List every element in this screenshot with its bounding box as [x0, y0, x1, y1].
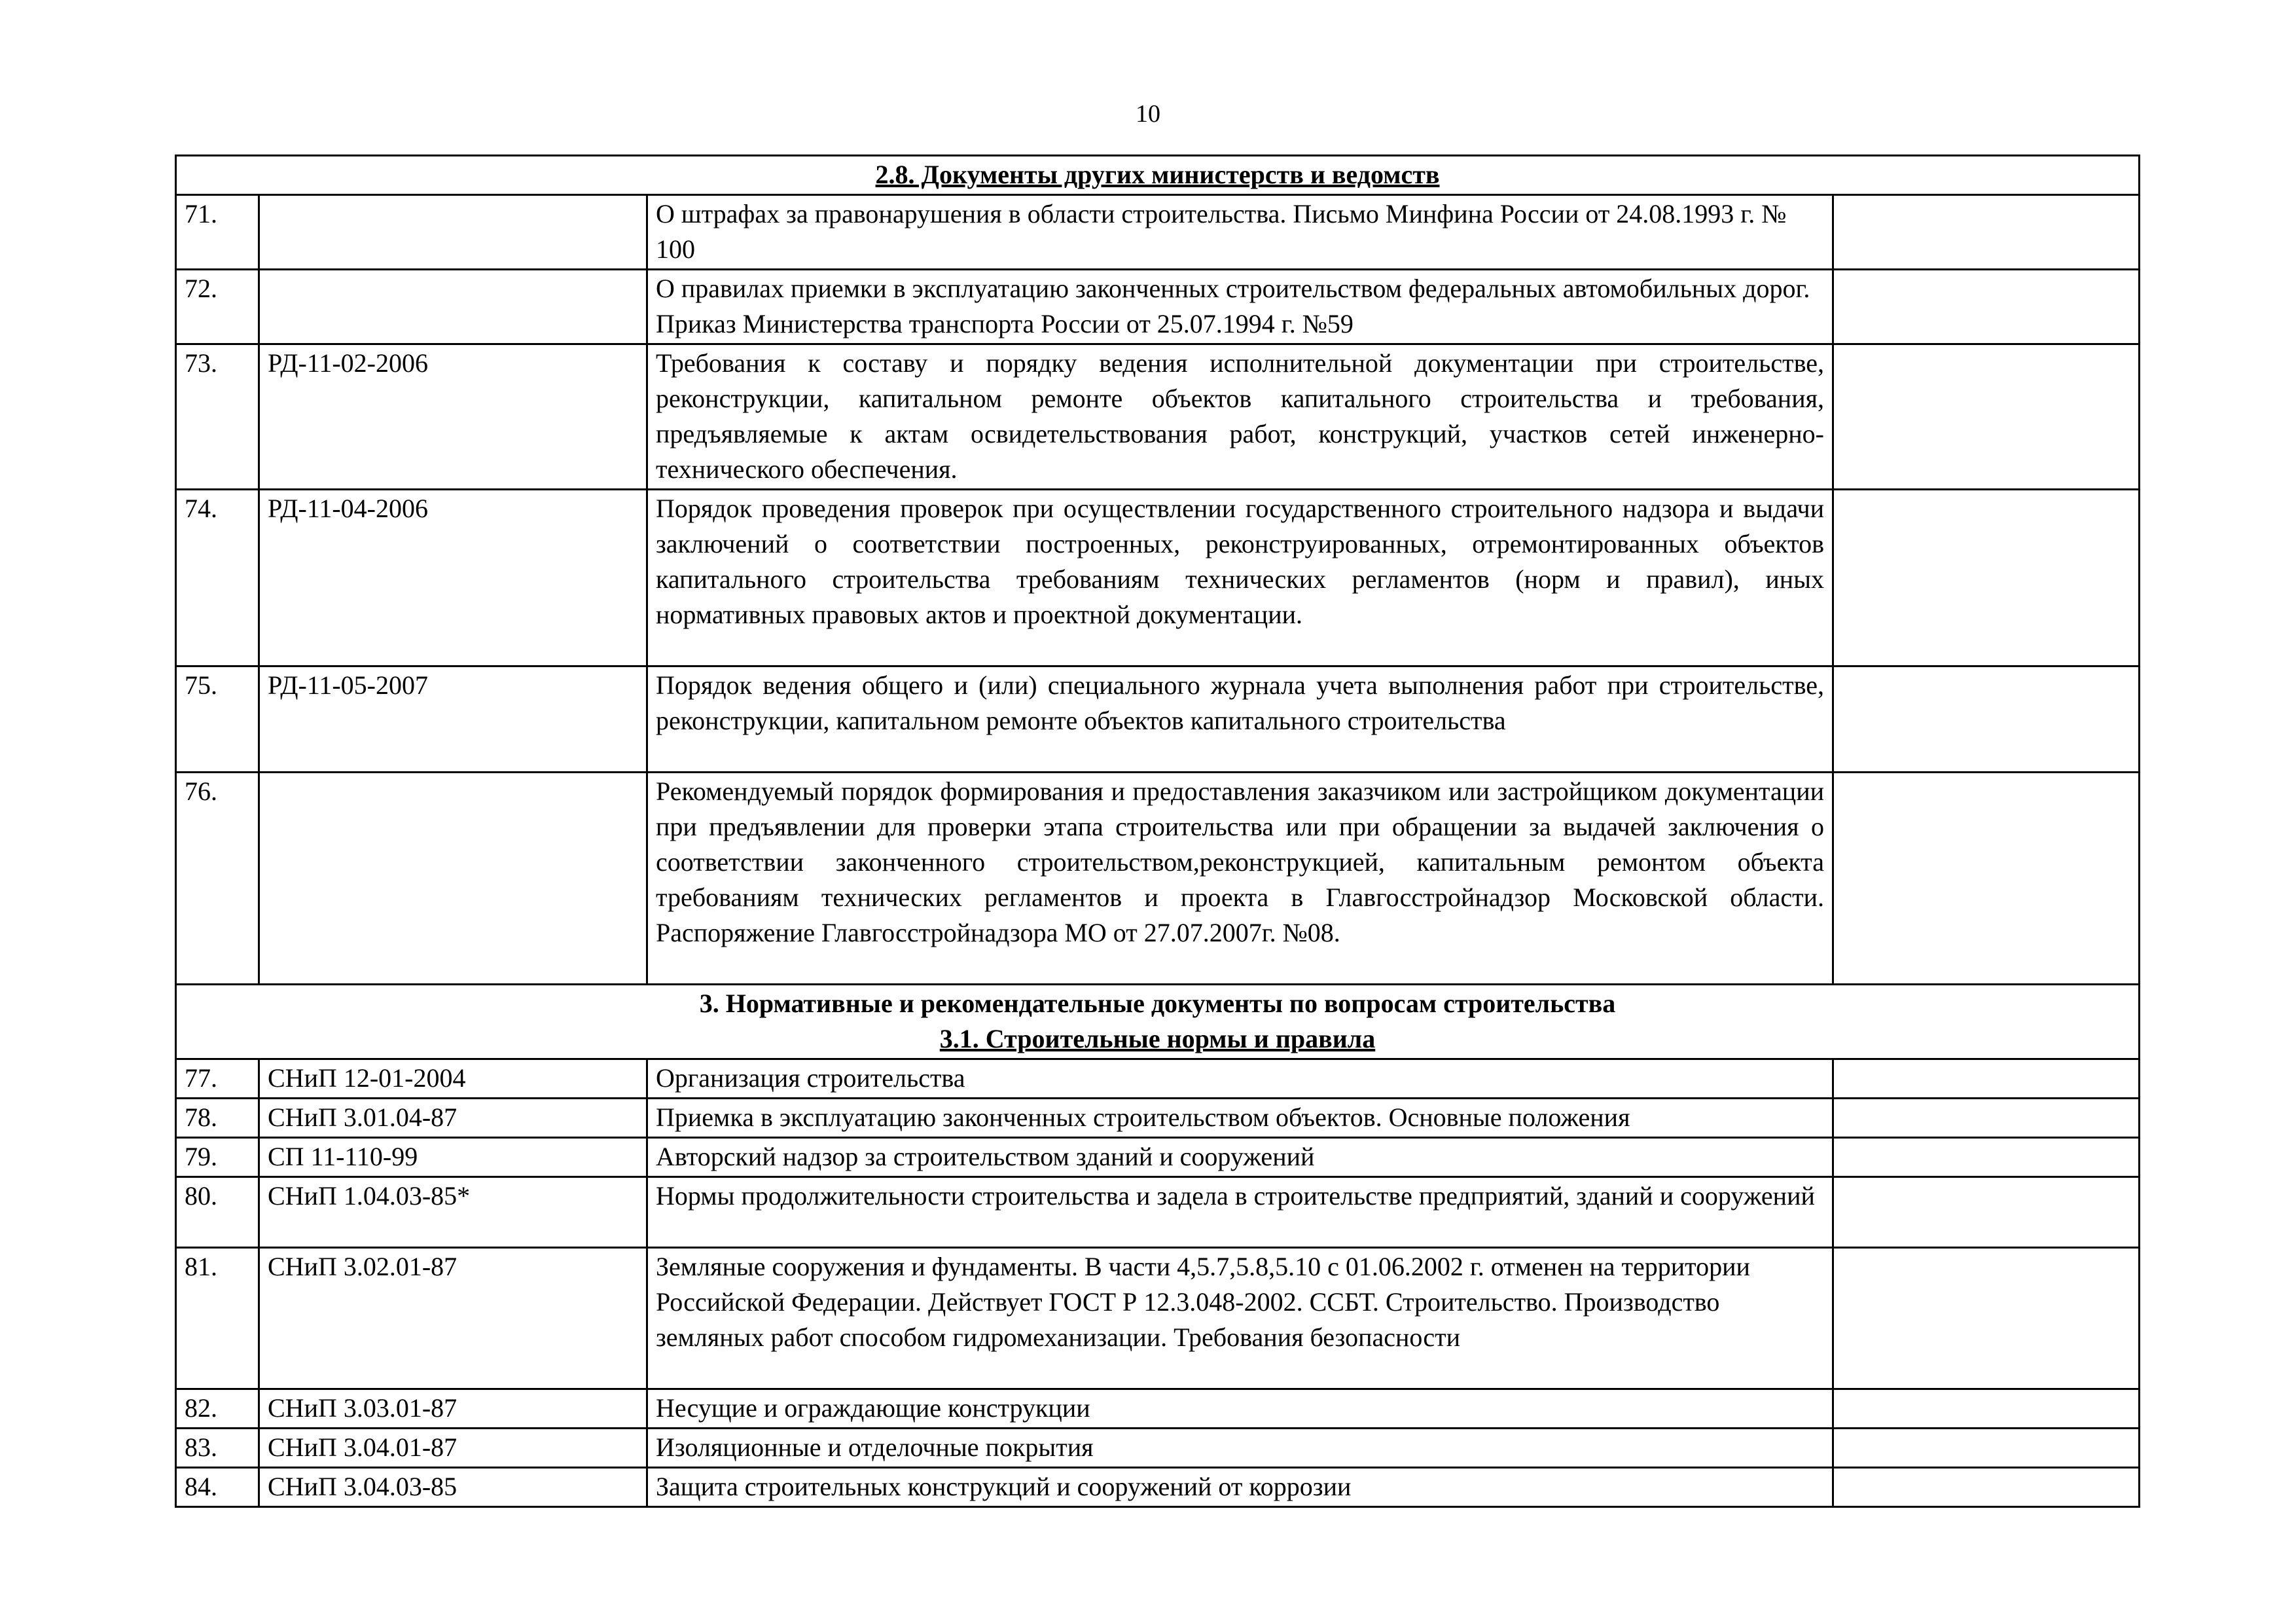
document-title-cell: Несущие и ограждающие конструкции	[647, 1389, 1833, 1429]
page-number: 10	[1136, 100, 1160, 128]
document-title-cell: Защита строительных конструкций и сооружений от коррозии	[647, 1468, 1833, 1507]
document-code-cell: СНиП 12-01-2004	[259, 1059, 647, 1099]
table-row	[176, 195, 2140, 270]
note-cell	[1833, 490, 2140, 666]
document-code-cell: СНиП 3.04.03-85	[259, 1468, 647, 1507]
document-code-cell: СП 11-110-99	[259, 1138, 647, 1177]
row-number-cell: 73.	[176, 344, 259, 490]
document-title-cell: О правилах приемки в эксплуатацию законченных строительством федеральных автомобильных дорог. Приказ Министерства транспорта России от 25.07.1994 г. №59	[647, 270, 1833, 344]
document-code-cell: СНиП 3.02.01-87	[259, 1248, 647, 1389]
document-code-cell: РД-11-04-2006	[259, 490, 647, 666]
table-row	[176, 1468, 2140, 1507]
table-row	[176, 666, 2140, 773]
section-heading	[176, 985, 2140, 1059]
document-title-cell: Организация строительства	[647, 1059, 1833, 1099]
row-number-cell: 80.	[176, 1177, 259, 1248]
section-heading-line: 2.8. Документы других министерств и ведомств	[875, 160, 1440, 189]
document-title-cell: Приемка в эксплуатацию законченных строительством объектов. Основные положения	[647, 1099, 1833, 1138]
row-number-cell: 77.	[176, 1059, 259, 1099]
table-row	[176, 344, 2140, 490]
document-code-cell: СНиП 3.03.01-87	[259, 1389, 647, 1429]
document-title-cell: О штрафах за правонарушения в области строительства. Письмо Минфина России от 24.08.1993 г. № 100	[647, 195, 1833, 270]
row-number-cell: 83.	[176, 1429, 259, 1468]
table-row	[176, 1429, 2140, 1468]
row-number-cell: 74.	[176, 490, 259, 666]
document-code-cell	[259, 270, 647, 344]
note-cell	[1833, 666, 2140, 773]
document-title-cell: Нормы продолжительности строительства и задела в строительстве предприятий, зданий и сооружений	[647, 1177, 1833, 1248]
table-row	[176, 1059, 2140, 1099]
row-number-cell: 71.	[176, 195, 259, 270]
table-row	[176, 1389, 2140, 1429]
document-title-cell: Авторский надзор за строительством зданий и сооружений	[647, 1138, 1833, 1177]
row-number-cell: 72.	[176, 270, 259, 344]
section-heading-line: 3. Нормативные и рекомендательные документы по вопросам строительства	[699, 989, 1616, 1018]
document-title-cell: Порядок проведения проверок при осуществлении государственного строительного надзора и выдачи заключений о соответствии построенных, реконструированных, отремонтированных объектов капитального строительства требованиям технических регламентов (норм и правил), иных нормативных правовых актов и проектной документации.	[647, 490, 1833, 666]
row-number-cell: 84.	[176, 1468, 259, 1507]
note-cell	[1833, 1099, 2140, 1138]
document-code-cell	[259, 773, 647, 985]
document-code-cell: РД-11-02-2006	[259, 344, 647, 490]
document-title-cell: Изоляционные и отделочные покрытия	[647, 1429, 1833, 1468]
document-title-cell: Порядок ведения общего и (или) специального журнала учета выполнения работ при строительстве, реконструкции, капитальном ремонте объектов капитального строительства	[647, 666, 1833, 773]
row-number-cell: 81.	[176, 1248, 259, 1389]
document-code-cell: РД-11-05-2007	[259, 666, 647, 773]
document-title-cell: Рекомендуемый порядок формирования и предоставления заказчиком или застройщиком документации при предъявлении для проверки этапа строительства или при обращении за выдачей заключения о соответствии законченного строительством,реконструкцией, капитальным ремонтом объекта требованиям технических регламентов и проекта в Главгосстройнадзор Московской области. Распоряжение Главгосстройнадзора МО от 27.07.2007г. №08.	[647, 773, 1833, 985]
table-row	[176, 270, 2140, 344]
table-row	[176, 1177, 2140, 1248]
documents-table-body	[176, 156, 2140, 1507]
note-cell	[1833, 1248, 2140, 1389]
table-row	[176, 773, 2140, 985]
note-cell	[1833, 1059, 2140, 1099]
document-code-cell: СНиП 3.04.01-87	[259, 1429, 647, 1468]
table-row	[176, 1099, 2140, 1138]
document-code-cell	[259, 195, 647, 270]
note-cell	[1833, 270, 2140, 344]
note-cell	[1833, 1389, 2140, 1429]
note-cell	[1833, 1138, 2140, 1177]
note-cell	[1833, 1177, 2140, 1248]
note-cell	[1833, 344, 2140, 490]
section-heading-row	[176, 985, 2140, 1059]
table-row	[176, 490, 2140, 666]
row-number-cell: 78.	[176, 1099, 259, 1138]
note-cell	[1833, 1468, 2140, 1507]
note-cell	[1833, 773, 2140, 985]
row-number-cell: 79.	[176, 1138, 259, 1177]
row-number-cell: 75.	[176, 666, 259, 773]
documents-table	[175, 155, 2140, 1508]
table-row	[176, 1138, 2140, 1177]
note-cell	[1833, 195, 2140, 270]
document-title-cell: Земляные сооружения и фундаменты. В части 4,5.7,5.8,5.10 с 01.06.2002 г. отменен на территории Российской Федерации. Действует ГОСТ Р 12.3.048-2002. ССБТ. Строительство. Производство земляных работ способом гидромеханизации. Требования безопасности	[647, 1248, 1833, 1389]
document-code-cell: СНиП 3.01.04-87	[259, 1099, 647, 1138]
row-number-cell: 82.	[176, 1389, 259, 1429]
section-heading-row	[176, 156, 2140, 195]
table-row	[176, 1248, 2140, 1389]
note-cell	[1833, 1429, 2140, 1468]
section-heading	[176, 156, 2140, 195]
document-title-cell: Требования к составу и порядку ведения исполнительной документации при строительстве, реконструкции, капитальном ремонте объектов капитального строительства и требования, предъявляемые к актам освидетельствования работ, конструкций, участков сетей инженерно-технического обеспечения.	[647, 344, 1833, 490]
document-code-cell: СНиП 1.04.03-85*	[259, 1177, 647, 1248]
row-number-cell: 76.	[176, 773, 259, 985]
section-heading-line: 3.1. Строительные нормы и правила	[939, 1024, 1376, 1053]
